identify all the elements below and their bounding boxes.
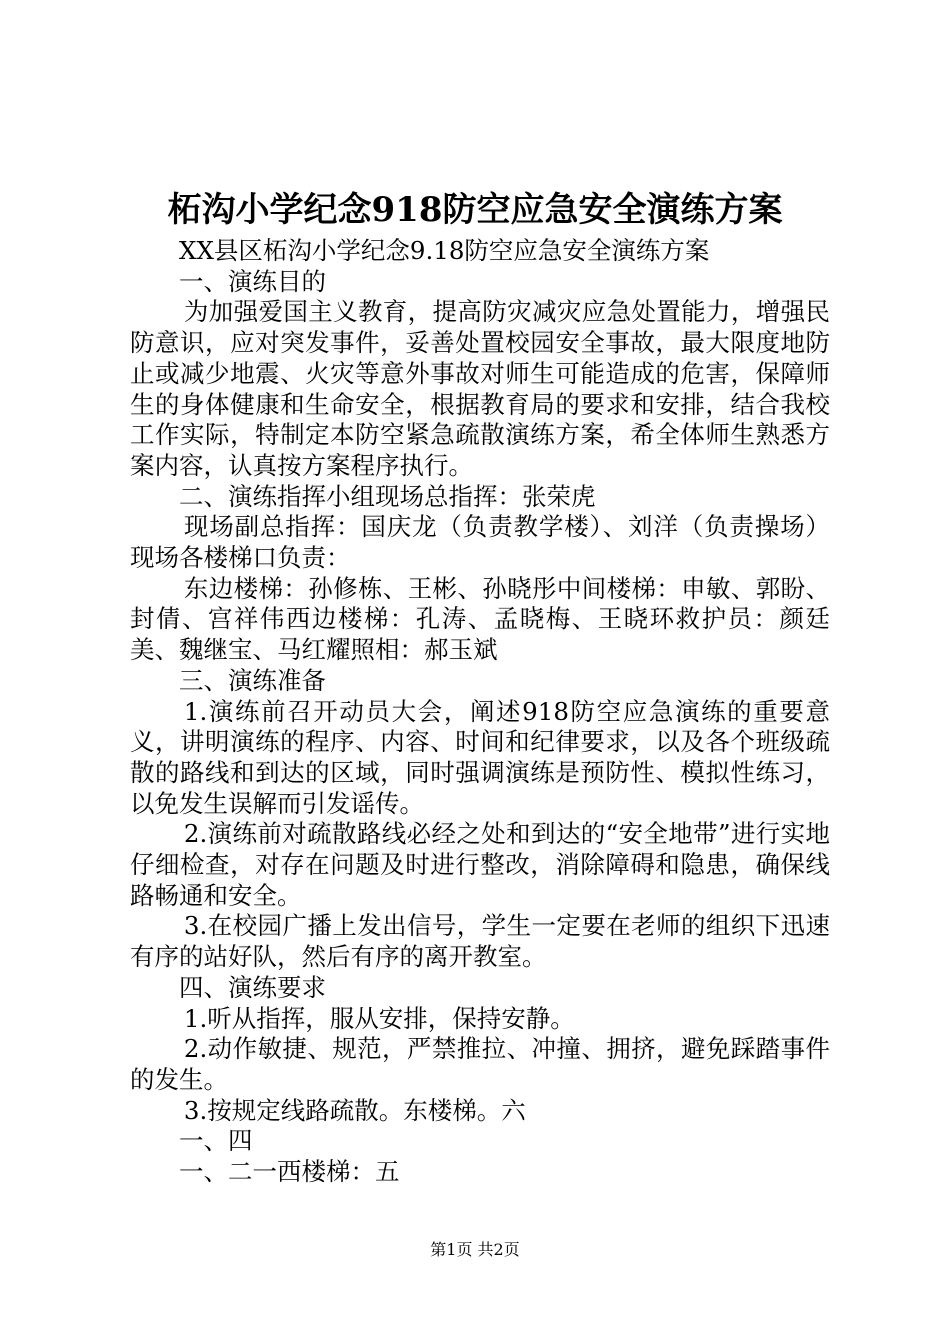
subtitle-paragraph: XX县区柘沟小学纪念9.18防空应急安全演练方案 [179,236,710,265]
section-heading: 二、演练指挥小组现场总指挥：张荣虎 [179,481,596,511]
body-paragraph: 3.在校园广播上发出信号，学生一定要在老师的组织下迅速有序的站好队，然后有序的离开教室。 [130,911,830,972]
body-paragraph: 2.演练前对疏散路线必经之处和到达的“安全地带”进行实地仔细检查，对存在问题及时进行整改，消除障碍和隐患，确保线路畅通和安全。 [130,819,830,910]
body-paragraph: 现场副总指挥：国庆龙（负责教学楼）、刘洋（负责操场）现场各楼梯口负责： [130,512,830,573]
body-paragraph: 一、二一西楼梯：五 [179,1157,400,1187]
document-title: 柘沟小学纪念918防空应急安全演练方案 [167,190,783,230]
page-footer: 第1页 共2页 [430,1240,520,1259]
body-paragraph: 1.听从指挥，服从安排，保持安静。 [183,1003,575,1033]
section-heading: 四、演练要求 [179,972,326,1002]
body-paragraph: 1.演练前召开动员大会，阐述918防空应急演练的重要意义，讲明演练的程序、内容、时间和纪律要求，以及各个班级疏散的路线和到达的区域，同时强调演练是预防性、模拟性练习，以免发生误解而引发谣传。 [130,696,830,818]
section-heading: 一、演练目的 [179,266,326,296]
document-body [130,236,830,1188]
body-paragraph: 东边楼梯：孙修栋、王彬、孙晓彤中间楼梯：申敏、郭盼、封倩、宫祥伟西边楼梯：孔涛、孟晓梅、王晓环救护员：颜廷美、魏继宝、马红耀照相：郝玉斌 [130,573,830,665]
body-paragraph: 为加强爱国主义教育，提高防灾减灾应急处置能力，增强民防意识，应对突发事件，妥善处置校园安全事故，最大限度地防止或减少地震、火灾等意外事故对师生可能造成的危害，保障师生的身体健康和生命安全，根据教育局的要求和安排，结合我校工作实际，特制定本防空紧急疏散演练方案，希全体师生熟悉方案内容，认真按方案程序执行。 [130,297,830,480]
body-paragraph: 3.按规定线路疏散。东楼梯。六 [183,1095,526,1125]
body-paragraph: 2.动作敏捷、规范，严禁推拉、冲撞、拥挤，避免踩踏事件的发生。 [130,1034,830,1094]
section-heading: 三、演练准备 [179,665,326,695]
body-paragraph: 一、四 [179,1126,253,1156]
